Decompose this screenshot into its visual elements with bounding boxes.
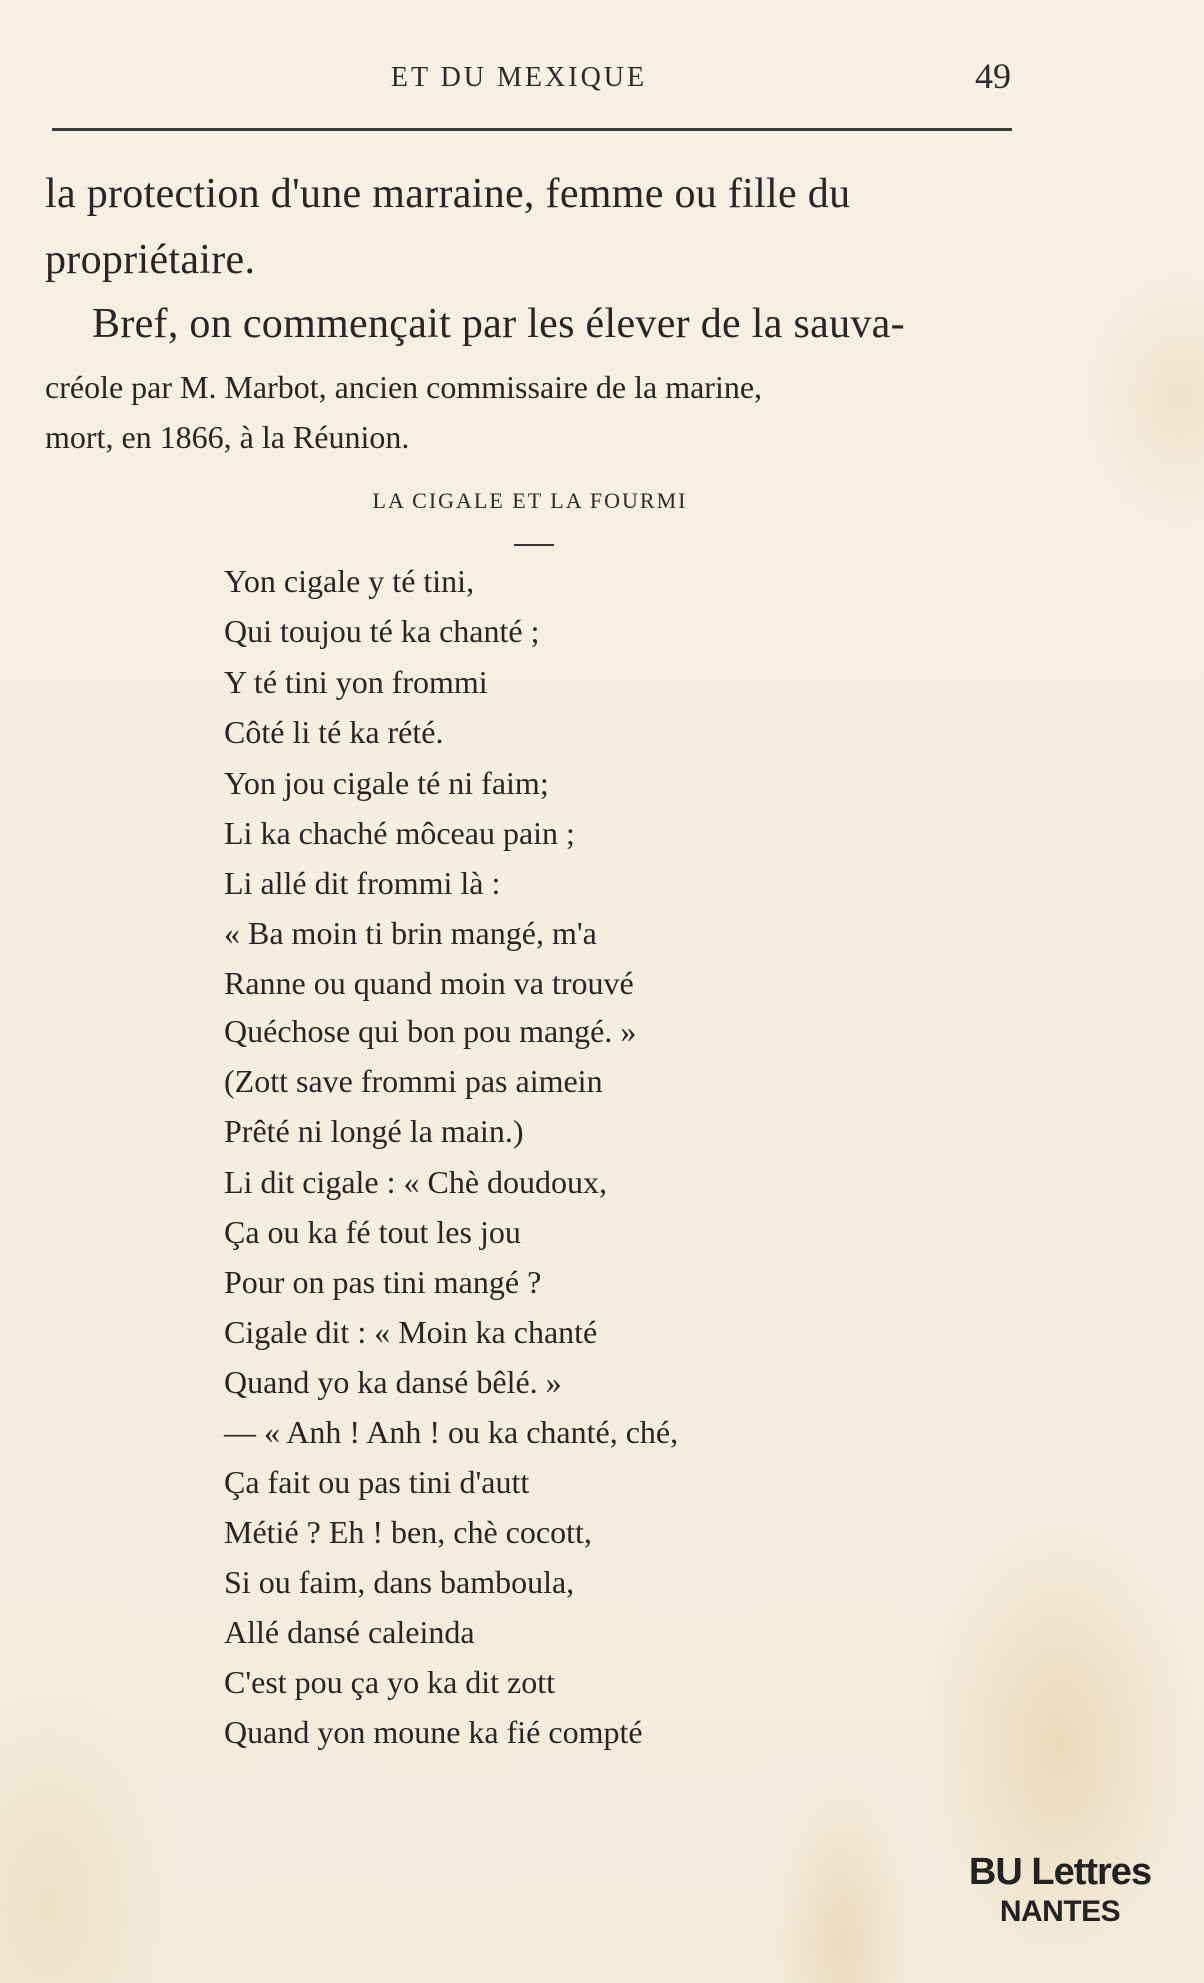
poem-line: Y té tini yon frommi <box>224 664 488 700</box>
poem-line: Yon jou cigale té ni faim; <box>224 765 549 801</box>
footnote-line-1: créole par M. Marbot, ancien commissaire de la marine, <box>45 369 763 405</box>
poem-line: Quand yo ka dansé bêlé. » <box>224 1364 562 1400</box>
poem-line: Côté li té ka rété. <box>224 714 444 750</box>
poem-line: Li dit cigale : « Chè doudoux, <box>224 1164 608 1200</box>
poem-line: Allé dansé caleinda <box>224 1614 475 1650</box>
poem-title-rule <box>514 544 554 546</box>
poem-line: Ça fait ou pas tini d'autt <box>224 1464 530 1500</box>
poem-line: Quéchose qui bon pou mangé. » <box>224 1013 637 1049</box>
poem-line: (Zott save frommi pas aimein <box>224 1063 603 1099</box>
poem-line: Qui toujou té ka chanté ; <box>224 613 540 649</box>
poem-line: « Ba moin ti brin mangé, m'a <box>224 915 597 951</box>
library-stamp-line-2: NANTES <box>999 1895 1121 1928</box>
poem-line: Ça ou ka fé tout les jou <box>224 1214 521 1250</box>
header-rule <box>52 128 1012 131</box>
poem-line: Li allé dit frommi là : <box>224 865 501 901</box>
footnote-line-2: mort, en 1866, à la Réunion. <box>45 419 410 455</box>
library-stamp <box>940 1850 1180 1930</box>
body-line-3: Bref, on commençait par les élever de la sauva- <box>92 301 905 347</box>
poem-line: Si ou faim, dans bamboula, <box>224 1564 575 1600</box>
page-number: 49 <box>975 56 1011 96</box>
poem-line: Cigale dit : « Moin ka chanté <box>224 1314 598 1350</box>
poem-line: Prêté ni longé la main.) <box>224 1113 524 1149</box>
poem-line: Pour on pas tini mangé ? <box>224 1264 542 1300</box>
poem-line: Métié ? Eh ! ben, chè cocott, <box>224 1514 592 1550</box>
poem-line: C'est pou ça yo ka dit zott <box>224 1664 556 1700</box>
body-line-1: la protection d'une marraine, femme ou fille du <box>45 171 851 217</box>
poem-line: Li ka chaché môceau pain ; <box>224 815 575 851</box>
library-stamp-line-1: BU Lettres <box>968 1851 1152 1893</box>
poem-line: — « Anh ! Anh ! ou ka chanté, ché, <box>224 1414 679 1450</box>
poem-line: Ranne ou quand moin va trouvé <box>224 965 634 1001</box>
running-header: ET DU MEXIQUE <box>390 62 648 93</box>
poem-line: Yon cigale y té tini, <box>224 563 475 599</box>
poem-line: Quand yon moune ka fié compté <box>224 1714 643 1750</box>
body-line-2: propriétaire. <box>45 237 256 283</box>
poem-title: LA CIGALE ET LA FOURMI <box>372 488 688 513</box>
